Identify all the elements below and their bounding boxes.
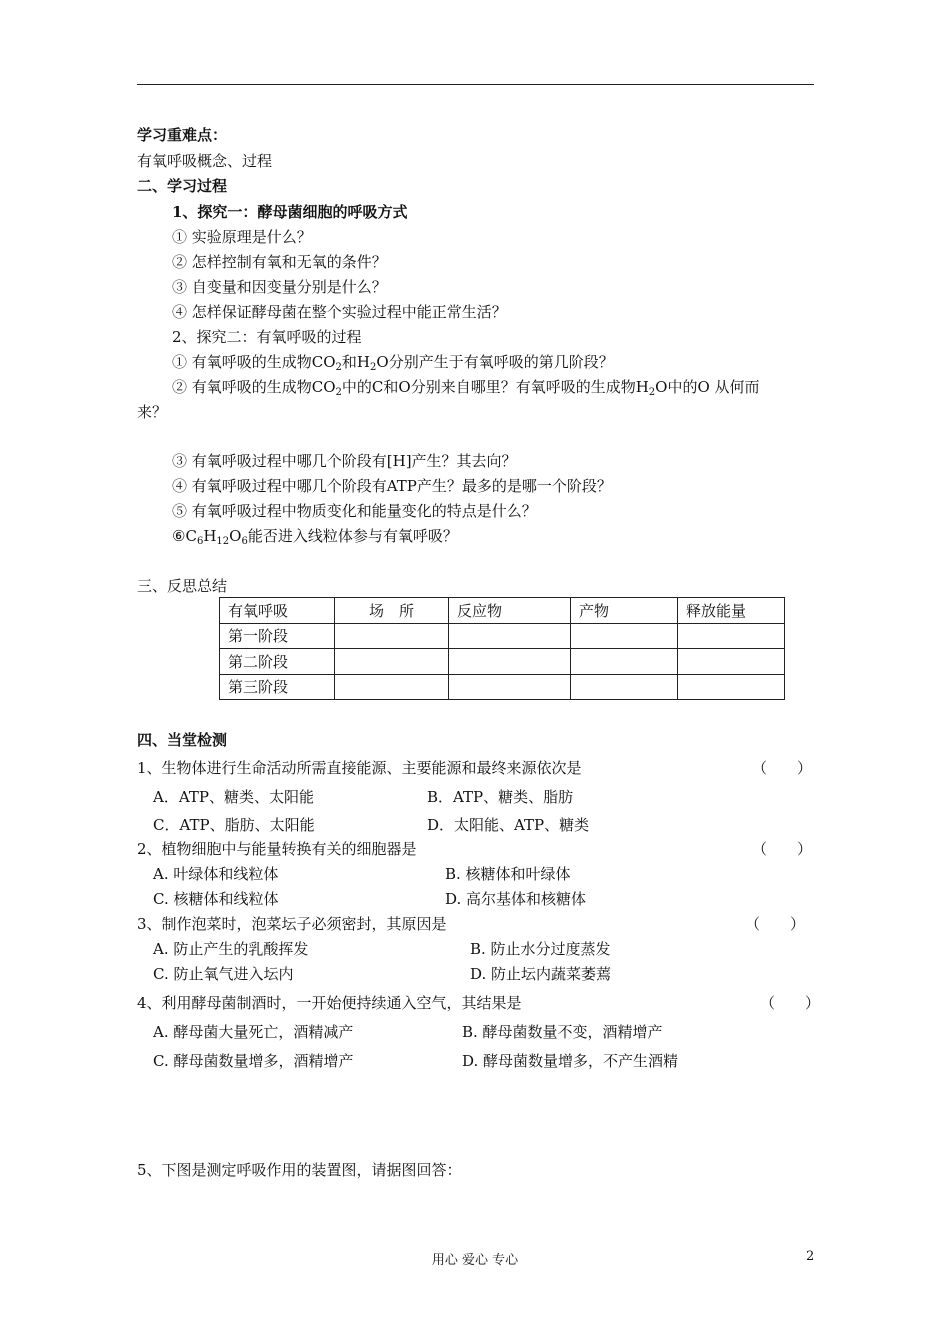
header-cell: 产物 [571, 598, 678, 624]
q1-option-b: B．ATP、糖类、脂肪 [427, 788, 574, 806]
table-row [220, 623, 785, 649]
explore2-q5: ⑤ 有氧呼吸过程中物质变化和能量变化的特点是什么？ [172, 502, 537, 520]
header-cell: 场 所 [335, 598, 449, 624]
q2-option-b: B. 核糖体和叶绿体 [445, 865, 571, 883]
blank-cell[interactable] [571, 623, 678, 649]
explore2-q3: ③ 有氧呼吸过程中哪几个阶段有[H]产生？其去向？ [172, 452, 517, 470]
explore1-q1: ① 实验原理是什么？ [172, 228, 312, 246]
q5-stem: 5、下图是测定呼吸作用的装置图，请据图回答： [137, 1161, 462, 1179]
explore1-title: 1、探究一：酵母菌细胞的呼吸方式 [172, 203, 408, 221]
blank-cell[interactable] [335, 623, 449, 649]
q2-option-a: A. 叶绿体和线粒体 [153, 865, 279, 883]
blank-cell[interactable] [678, 623, 785, 649]
q2-option-c: C. 核糖体和线粒体 [153, 890, 279, 908]
page-footer: 用心 爱心 专心 [431, 1253, 519, 1268]
page-number: 2 [806, 1249, 815, 1264]
blank-cell[interactable] [335, 674, 449, 700]
q1-option-c: C．ATP、脂肪、太阳能 [153, 816, 315, 834]
answer-paren[interactable]: （ ） [760, 994, 821, 1012]
q4-stem: 4、利用酵母菌制酒时，一开始便持续通入空气，其结果是 [137, 994, 522, 1012]
blank-cell[interactable] [335, 649, 449, 675]
blank-cell[interactable] [449, 623, 571, 649]
header-rule [137, 84, 814, 85]
explore2-q6: $⑥C_6H_{12}O_6$能否进入线粒体参与有氧呼吸？ [172, 527, 458, 547]
q1-option-a: A．ATP、糖类、太阳能 [153, 788, 314, 806]
explore2-q1: ① 有氧呼吸的生成物$CO_2$和$H_2O$分别产生于有氧呼吸的第几阶段？ [172, 353, 614, 373]
header-cell: 反应物 [449, 598, 571, 624]
summary-table [219, 597, 785, 700]
q4-option-b: B. 酵母菌数量不变，酒精增产 [462, 1023, 663, 1041]
row-label: 第三阶段 [220, 674, 335, 700]
process-heading: 二、学习过程 [137, 177, 228, 195]
q2-stem: 2、植物细胞中与能量转换有关的细胞器是 [137, 840, 417, 858]
row-label: 第二阶段 [220, 649, 335, 675]
q4-option-c: C. 酵母菌数量增多，酒精增产 [153, 1052, 354, 1070]
test-heading: 四、当堂检测 [137, 731, 228, 749]
header-cell: 释放能量 [678, 598, 785, 624]
explore1-q3: ③ 自变量和因变量分别是什么？ [172, 278, 387, 296]
q4-option-d: D. 酵母菌数量增多，不产生酒精 [462, 1052, 679, 1070]
q3-option-a: A. 防止产生的乳酸挥发 [153, 940, 309, 958]
explore1-q4: ④ 怎样保证酵母菌在整个实验过程中能正常生活？ [172, 303, 507, 321]
focus-heading: 学习重难点： [137, 126, 228, 144]
q4-option-a: A. 酵母菌大量死亡，酒精减产 [153, 1023, 354, 1041]
explore1-q2: ② 怎样控制有氧和无氧的条件？ [172, 253, 387, 271]
q1-stem: 1、生物体进行生命活动所需直接能源、主要能源和最终来源依次是 [137, 759, 582, 777]
explore2-q2-continued: 来？ [137, 403, 168, 421]
q3-option-c: C. 防止氧气进入坛内 [153, 965, 294, 983]
blank-cell[interactable] [571, 649, 678, 675]
row-label: 第一阶段 [220, 623, 335, 649]
q3-option-b: B. 防止水分过度蒸发 [470, 940, 611, 958]
q3-stem: 3、制作泡菜时，泡菜坛子必须密封，其原因是 [137, 915, 447, 933]
q1-option-d: D．太阳能、ATP、糖类 [427, 816, 590, 834]
explore2-title: 2、探究二：有氧呼吸的过程 [172, 328, 362, 346]
q2-option-d: D. 高尔基体和核糖体 [445, 890, 587, 908]
answer-paren[interactable]: （ ） [752, 840, 813, 858]
header-cell: 有氧呼吸 [220, 598, 335, 624]
table-row [220, 649, 785, 675]
blank-cell[interactable] [678, 649, 785, 675]
summary-heading: 三、反思总结 [137, 577, 228, 595]
blank-cell[interactable] [449, 674, 571, 700]
q3-option-d: D. 防止坛内蔬菜萎蔫 [470, 965, 612, 983]
answer-paren[interactable]: （ ） [745, 915, 806, 933]
blank-cell[interactable] [449, 649, 571, 675]
summary-header-row [220, 598, 785, 624]
explore2-q2: ② 有氧呼吸的生成物$CO_2$中的C和O分别来自哪里？有氧呼吸的生成物$H_2O$中的O 从何而 [172, 378, 760, 398]
table-row [220, 674, 785, 700]
explore2-q4: ④ 有氧呼吸过程中哪几个阶段有ATP产生？最多的是哪一个阶段？ [172, 477, 612, 495]
blank-cell[interactable] [678, 674, 785, 700]
answer-paren[interactable]: （ ） [752, 759, 813, 777]
focus-content: 有氧呼吸概念、过程 [137, 152, 273, 170]
blank-cell[interactable] [571, 674, 678, 700]
